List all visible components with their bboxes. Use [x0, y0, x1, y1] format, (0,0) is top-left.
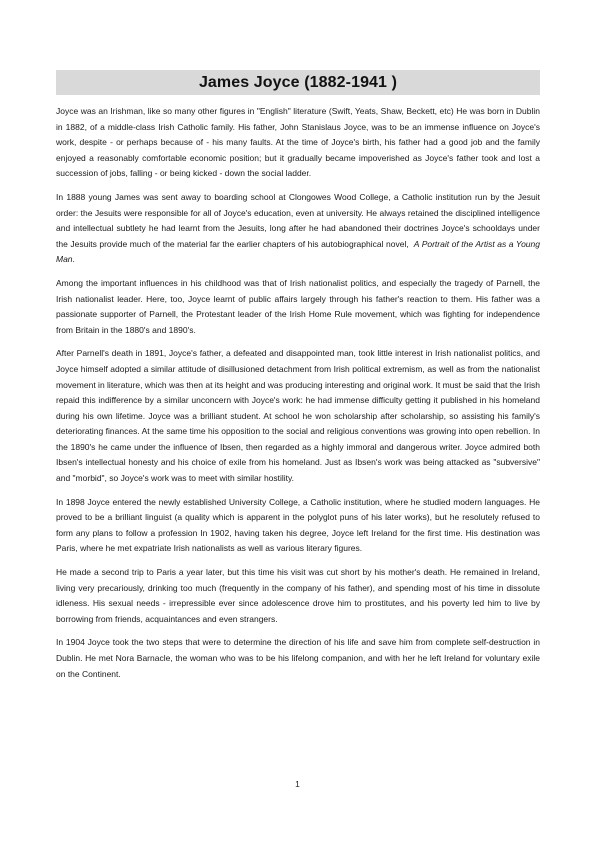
title-banner	[56, 70, 540, 95]
paragraph-4: After Parnell's death in 1891, Joyce's father, a defeated and disappointed man, took little interest in Irish nationalist politics, and Joyce himself adopted a similar attitude of disillusioned detachment from Irish political extremism, as well as from the nationalist movement in literature, which was then at its height and was producing interesting and original work. It must be said that the Irish repaid this indifference by a similar unconcern with Joyce's work: he had immense difficulty getting it published in his homeland during his own lifetime. Joyce was a brilliant student. At school he won scholarship after scholarship, so assisting his family's deteriorating finances. At the same time his opposition to the social and religious conventions was growing into open rebellion. In the 1890's he came under the influence of Ibsen, then regarded as a highly immoral and dangerous writer. Joyce admired both Ibsen's intellectual honesty and his choice of exile from his homeland. Just as Ibsen's work was being attacked as "subversive" and "morbid", so Joyce's work was to meet with similar hostility.	[56, 348, 540, 484]
page-number: 1	[295, 779, 300, 789]
book-title-period: .	[72, 254, 75, 265]
page-title: James Joyce (1882-1941 )	[198, 73, 398, 91]
book-title: A Portrait of the Artist as a Young Man	[56, 238, 540, 265]
paragraph-1: Joyce was an Irishman, like so many other figures in "English" literature (Swift, Yeats, Shaw, Beckett, etc) He was born in Dublin in 1882, of a middle-class Irish Catholic family. His father, John Stanislaus Joyce, was to be an immense influence on Joyce's work, despite - or perhaps because of - his many faults. At the time of Joyce's birth, his father had a good job and the family enjoyed a reasonably comfortable economic position; but it gradually became impoverished as Joyce's father took and lost a succession of jobs, falling - or being kicked - down the social ladder.	[56, 106, 540, 179]
paragraph-2	[56, 190, 540, 268]
paragraph-2-text: In 1888 young James was sent away to boarding school at Clongowes Wood College, a Catholic institution run by the Jesuit order: the Jesuits were responsible for all of Joyce's education, even at university. He always retained the disciplined intelligence and intellectual subtlety he had learnt from the Jesuits, long after he had abandoned their doctrines Joyce's schooldays under the Jesuits provide much of the material far the earlier chapters of his autobiographical novel,	[56, 191, 540, 249]
paragraph-5: In 1898 Joyce entered the newly established University College, a Catholic institution, where he studied modern languages. He proved to be a brilliant linguist (a quality which is apparent in the polyglot puns of his later works), but he resolutely refused to form any plans to follow a profession In 1902, having taken his degree, Joyce left Ireland for the first time. His destination was Paris, where he met expatriate Irish nationalists as well as various literary figures.	[56, 496, 540, 554]
paragraph-6: He made a second trip to Paris a year later, but this time his visit was cut short by his mother's death. He remained in Ireland, living very precariously, drinking too much (frequently in the company of his father), and spending most of his time in dissolute idleness. His sexual needs - irrepressible ever since adolescence drove him to prostitutes, and his poverty led him to live by borrowing from friends, acquaintances and even strangers.	[56, 567, 540, 624]
paragraph-7: In 1904 Joyce took the two steps that were to determine the direction of his life and save him from complete self-destruction in Dublin. He met Nora Barnacle, the woman who was to be his lifelong companion, and with her he left Ireland for voluntary exile on the Continent.	[56, 637, 540, 679]
article-body	[56, 104, 540, 690]
paragraph-3: Among the important influences in his childhood was that of Irish nationalist politics, and especially the tragedy of Parnell, the Irish nationalist leader. Here, too, Joyce learnt of public affairs largely through his father's reaction to them. His father was a passionate supporter of Parnell, the Protestant leader of the Irish Home Rule movement, which was fighting for independence from Britain in the 1880's and 1890's.	[56, 277, 540, 335]
